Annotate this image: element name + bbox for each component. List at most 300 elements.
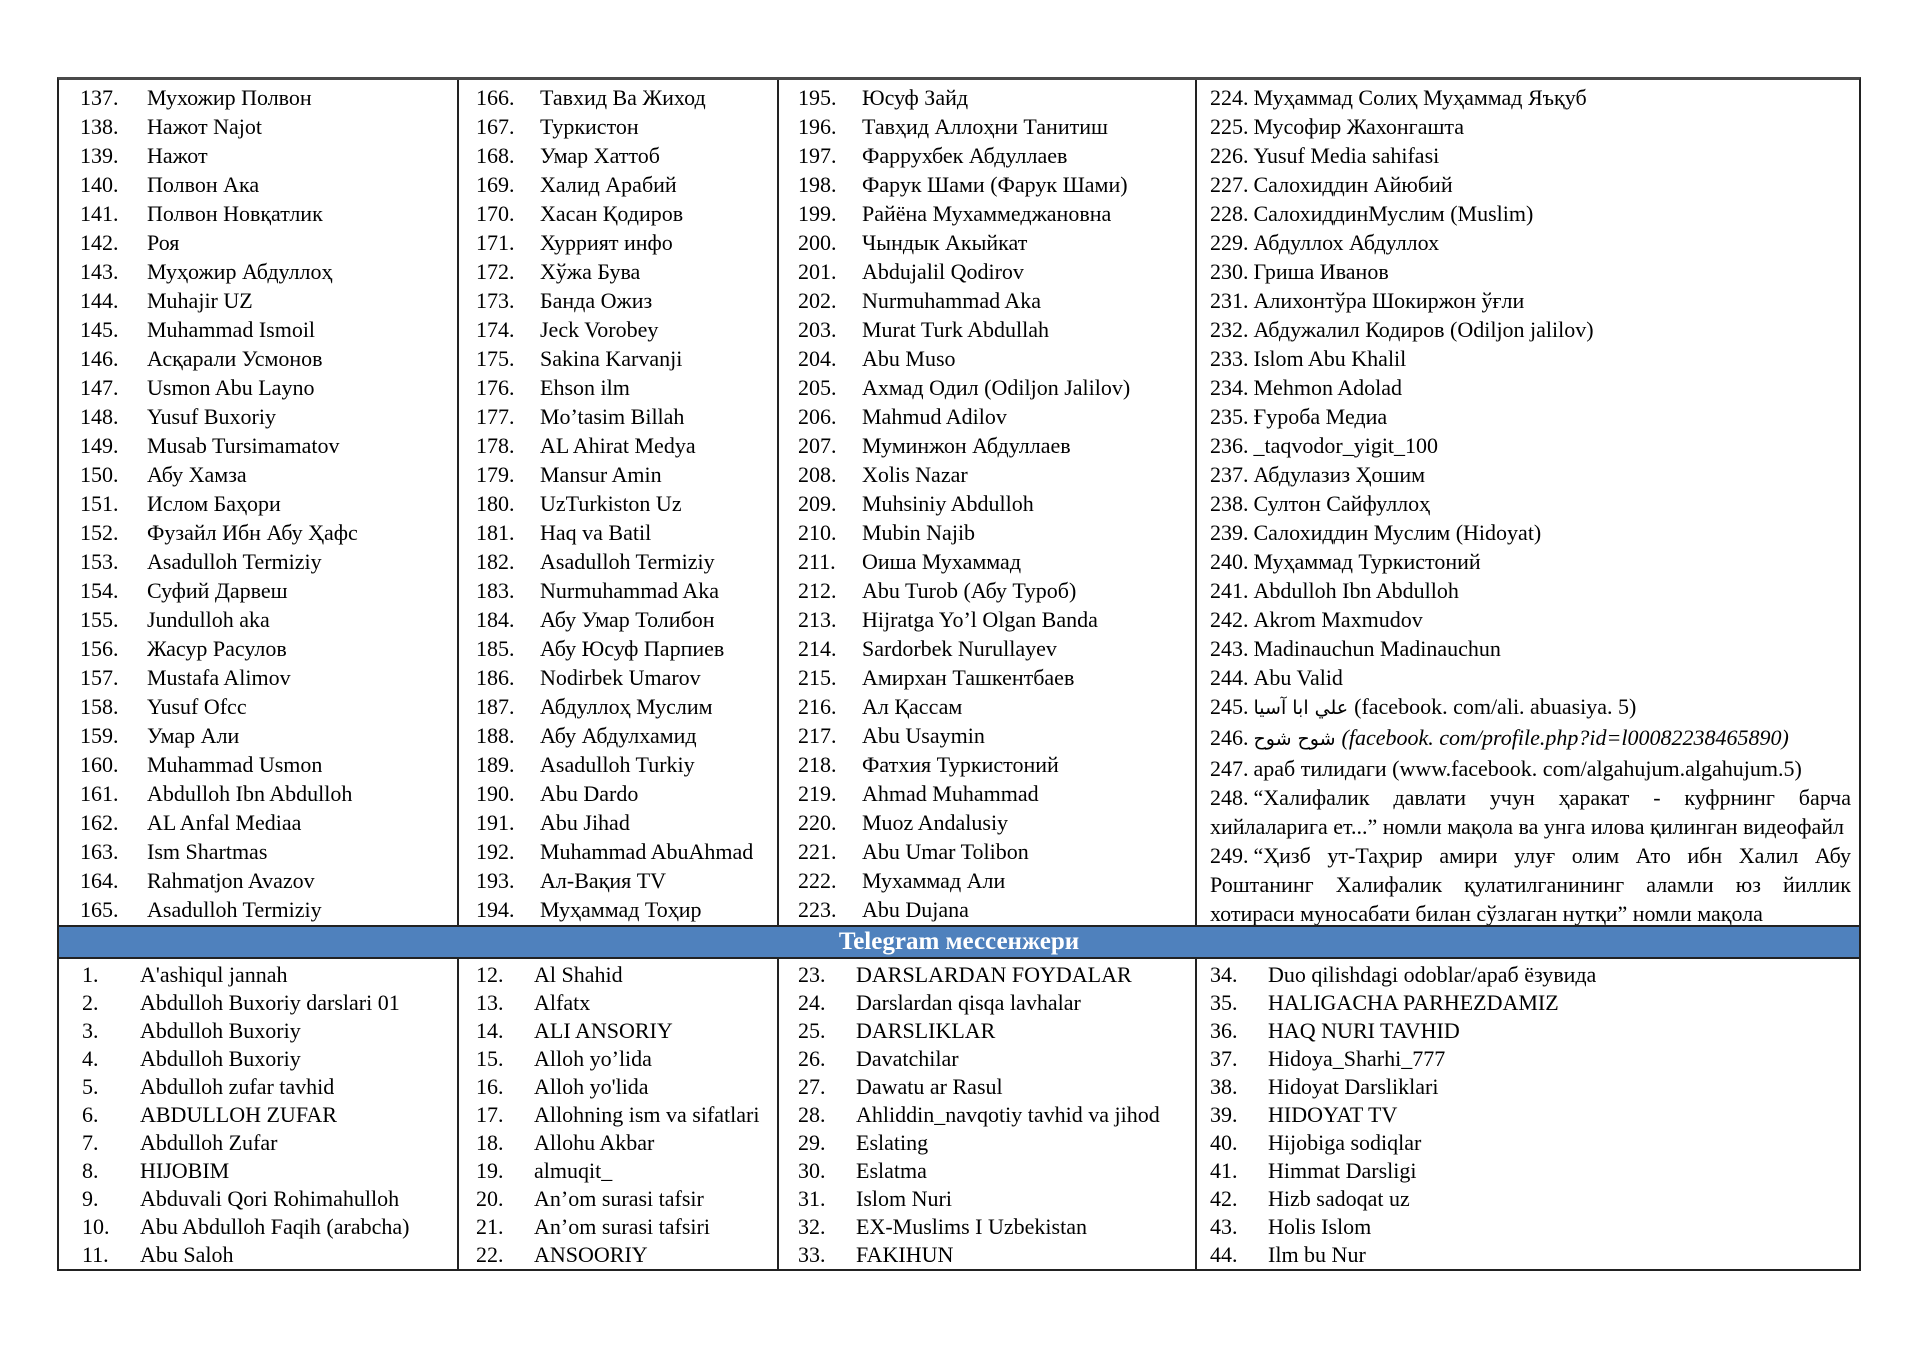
item-text: Musab Tursimamatov [147,433,340,458]
list-item [476,961,777,989]
list-item [1210,1157,1851,1185]
list-item [1210,961,1851,989]
item-text: Abdulloh Ibn Abdulloh [1253,578,1459,603]
list-item [80,431,457,460]
item-label [856,1241,953,1269]
facebook-accounts-section [59,80,1859,925]
item-text: Хасан Қодиров [540,201,684,226]
item-label [147,402,276,431]
list-item [80,170,457,199]
item-text: Dawatu ar Rasul [856,1074,1003,1099]
list-item [80,315,457,344]
item-text: Darslardan qisqa lavhalar [856,990,1081,1015]
list-item [80,605,457,634]
list-item [476,315,777,344]
list-item [82,1185,457,1213]
item-number: 138. [80,114,119,139]
list-item [476,808,777,837]
numbered-list [476,83,777,924]
item-label [534,1185,704,1213]
list-item [82,989,457,1017]
item-number: 207. [798,433,837,458]
item-label [862,83,968,112]
item-number: 143. [80,259,119,284]
item-number: 190. [476,781,515,806]
item-label [140,1241,234,1269]
italic-url-text: (facebook. com/profile.php?id=l00082238465890) [1341,725,1789,750]
item-text: Жасур Расулов [147,636,287,661]
item-label [147,518,358,547]
item-label [862,170,1128,199]
item-number: 239. [1210,520,1249,545]
list-item [798,605,1195,634]
item-label [147,634,287,663]
item-label [856,1129,928,1157]
item-number: 13. [476,990,504,1015]
item-text: Eslatma [856,1158,927,1183]
list-item [798,489,1195,518]
item-label [540,460,662,489]
item-text: Ahmad Muhammad [862,781,1039,806]
item-label [862,634,1057,663]
item-text: Jeck Vorobey [540,317,659,342]
item-number: 6. [82,1102,99,1127]
item-text: Ilm bu Nur [1268,1242,1366,1267]
item-label [147,895,322,924]
list-item [476,402,777,431]
item-text: Madinauchun Madinauchun [1253,636,1501,661]
item-text: Муминжон Абдуллаев [862,433,1071,458]
item-label [147,837,267,866]
numbered-list [1210,961,1851,1269]
item-text: Abdujalil Qodirov [862,259,1024,284]
item-text: Abu Muso [862,346,956,371]
item-label [147,721,239,750]
item-text: Ahliddin_navqotiy tavhid va jihod [856,1102,1160,1127]
item-text: Абу Хамза [147,462,247,487]
item-label [534,1017,673,1045]
item-number: 214. [798,636,837,661]
item-text: Yusuf Media sahifasi [1253,143,1440,168]
item-text: Абдуллох Абдуллох [1253,230,1440,255]
item-label [540,866,666,895]
list-item [1210,286,1851,315]
item-number: 166. [476,85,515,110]
item-label [862,489,1034,518]
list-item [476,837,777,866]
item-label [140,1213,409,1241]
item-text: Полвон Новқатлик [147,201,323,226]
top-column-1 [59,80,459,925]
item-label [1254,346,1407,371]
item-label [147,779,352,808]
list-item [1210,489,1851,518]
list-item [80,547,457,576]
item-label [1254,578,1459,603]
list-item [798,895,1195,924]
list-item [476,257,777,286]
item-number: 182. [476,549,515,574]
item-text: Abduvali Qori Rohimahulloh [140,1186,400,1211]
item-text: Султон Сайфуллоҳ [1253,491,1431,516]
item-text: Abdulloh Ibn Abdulloh [147,781,353,806]
item-label [540,808,630,837]
list-item [798,1185,1195,1213]
list-item [1210,783,1851,841]
item-text: Holis Islom [1268,1214,1372,1239]
item-text: Юсуф Зайд [862,85,969,110]
item-text: Abdulloh Zufar [140,1130,278,1155]
list-item [476,1185,777,1213]
item-text: Фатхия Туркистоний [862,752,1059,777]
item-number: 240. [1210,549,1249,574]
item-text: almuqit_ [534,1158,613,1183]
item-text: Ism Shartmas [147,839,268,864]
list-item [476,1073,777,1101]
item-number: 175. [476,346,515,371]
item-text: Мусофир Жахонгашта [1253,114,1465,139]
item-number: 191. [476,810,515,835]
item-label [862,373,1130,402]
item-label [147,286,253,315]
list-item [1210,1213,1851,1241]
item-label [856,1017,995,1045]
accounts-table [57,77,1861,1271]
item-text: Muoz Andalusiy [862,810,1009,835]
item-text: Sardorbek Nurullayev [862,636,1057,661]
item-text: A'ashiqul jannah [140,962,288,987]
item-label [862,315,1049,344]
item-number: 225. [1210,114,1249,139]
item-number: 155. [80,607,119,632]
item-number: 224. [1210,85,1249,110]
item-number: 178. [476,433,515,458]
item-number: 154. [80,578,119,603]
item-text: Haq va Batil [540,520,652,545]
item-label [862,286,1041,315]
item-text: Алихонтўра Шокиржон ўғли [1253,288,1525,313]
item-number: 201. [798,259,837,284]
item-label [856,1073,1003,1101]
list-item [80,141,457,170]
list-item [1210,518,1851,547]
item-number: 186. [476,665,515,690]
item-label [862,692,962,721]
item-label [1254,375,1403,400]
item-label [862,779,1039,808]
item-label [540,199,683,228]
item-number: 233. [1210,346,1249,371]
item-label [140,1017,301,1045]
list-item [1210,112,1851,141]
item-label [540,837,753,866]
numbered-list [82,961,457,1269]
item-text: Фарук Шами (Фарук Шами) [862,172,1128,197]
item-number: 222. [798,868,837,893]
item-label [856,989,1081,1017]
item-number: 181. [476,520,515,545]
item-text: Alloh yo’lida [534,1046,652,1071]
item-text: Мухожир Полвон [147,85,312,110]
item-text: Abdulloh Buxoriy [140,1046,301,1071]
list-item [80,692,457,721]
item-text: Hijratga Yo’l Olgan Banda [862,607,1098,632]
item-text: Фаррухбек Абдуллаев [862,143,1068,168]
item-text: “Ҳизб ут-Таҳрир амири улуғ олим Ато ибн Халил Абу Роштанинг Халифалик қулатилганининг аламли юз йиллик хотираси муносабати билан сўзлаган нутқи” номли мақола [1210,843,1851,925]
item-number: 144. [80,288,119,313]
item-label [140,1073,334,1101]
item-text: Islom Nuri [856,1186,952,1211]
item-label [540,170,677,199]
list-item [798,547,1195,576]
item-text: Hijobiga sodiqlar [1268,1130,1422,1155]
item-label [862,547,1021,576]
item-number: 170. [476,201,515,226]
list-item [476,895,777,924]
item-number: 28. [798,1102,826,1127]
item-text: Yusuf Ofcc [147,694,247,719]
list-item [1210,692,1851,723]
item-number: 203. [798,317,837,342]
section-title: Telegram мессенжери [838,928,1080,955]
list-item [1210,344,1851,373]
item-label [147,344,323,373]
item-label [1268,1101,1397,1129]
item-number: 228. [1210,201,1249,226]
item-number: 157. [80,665,119,690]
item-number: 146. [80,346,119,371]
item-text: Банда Ожиз [540,288,653,313]
item-number: 33. [798,1242,826,1267]
item-text: Ал-Вақия TV [540,868,667,893]
list-item [798,1213,1195,1241]
item-number: 209. [798,491,837,516]
item-label [534,1101,759,1129]
item-number: 176. [476,375,515,400]
item-label [1254,143,1440,168]
item-text: HIJOBIM [140,1158,230,1183]
list-item [476,1129,777,1157]
list-item [82,961,457,989]
item-number: 241. [1210,578,1249,603]
list-item [1210,460,1851,489]
item-number: 153. [80,549,119,574]
item-text: Салохиддин Муслим (Hidoyat) [1253,520,1542,545]
item-number: 235. [1210,404,1249,429]
item-number: 149. [80,433,119,458]
item-label [147,605,270,634]
item-text: Чындык Акыйкат [862,230,1028,255]
list-item [82,1241,457,1269]
item-label [540,112,639,141]
list-item [82,1045,457,1073]
item-number: 177. [476,404,515,429]
item-number: 221. [798,839,837,864]
list-item [798,83,1195,112]
item-text: Гриша Иванов [1253,259,1389,284]
item-number: 164. [80,868,119,893]
item-text: Мухаммад Али [862,868,1006,893]
list-item [476,170,777,199]
list-item [1210,547,1851,576]
item-text: “Халифалик давлати учун ҳаракат - куфрнинг барча хийлаларига ет...” номли мақола ва унга илова қилинган видеофайл [1210,785,1851,839]
item-label [540,83,706,112]
list-item [82,1017,457,1045]
list-item [82,1157,457,1185]
item-text: Muhajir UZ [147,288,253,313]
item-number: 237. [1210,462,1249,487]
item-number: 193. [476,868,515,893]
item-text: DARSLARDAN FOYDALAR [856,962,1132,987]
item-number: 247. [1210,756,1249,781]
item-number: 148. [80,404,119,429]
item-number: 192. [476,839,515,864]
list-item [80,750,457,779]
item-number: 160. [80,752,119,777]
list-item [80,402,457,431]
item-label [862,518,975,547]
item-number: 140. [80,172,119,197]
item-label [540,605,715,634]
item-label [540,315,658,344]
item-text: Муҳожир Абдуллоҳ [147,259,333,284]
item-number: 7. [82,1130,99,1155]
item-label [147,547,322,576]
list-item [80,634,457,663]
item-number: 26. [798,1046,826,1071]
item-number: 174. [476,317,515,342]
item-label [147,83,312,112]
list-item [80,286,457,315]
top-column-3 [779,80,1197,925]
item-text: Хўжа Бува [540,259,641,284]
item-number: 158. [80,694,119,719]
item-label [534,961,623,989]
item-text: HALIGACHA PARHEZDAMIZ [1268,990,1559,1015]
item-text: HAQ NURI TAVHID [1268,1018,1460,1043]
item-text: Полвон Ака [147,172,260,197]
item-text: Abdulloh Buxoriy [140,1018,301,1043]
item-text: ALI ANSORIY [534,1018,673,1043]
item-number: 145. [80,317,119,342]
telegram-accounts-section [59,959,1859,1269]
item-text: Muhammad Ismoil [147,317,316,342]
list-item [476,779,777,808]
item-text: Abu Usaymin [862,723,985,748]
item-label [862,402,1007,431]
list-item [476,692,777,721]
item-text: Al Shahid [534,962,623,987]
item-text: Абу Абдулхамид [540,723,697,748]
item-text: Alfatx [534,990,591,1015]
item-text: Mehmon Adolad [1253,375,1402,400]
item-number: 242. [1210,607,1249,632]
item-label [1210,843,1851,925]
item-number: 245. [1210,694,1249,719]
item-label [540,721,697,750]
item-number: 199. [798,201,837,226]
item-number: 161. [80,781,119,806]
list-item [476,750,777,779]
list-item [476,663,777,692]
item-text: Фузайл Ибн Абу Ҳафс [147,520,358,545]
item-number: 44. [1210,1242,1238,1267]
item-text: Abu Saloh [140,1242,234,1267]
item-number: 150. [80,462,119,487]
list-item [80,866,457,895]
list-item [1210,634,1851,663]
item-text: Nurmuhammad Aka [540,578,720,603]
item-text: Nurmuhammad Aka [862,288,1042,313]
item-text: Asadulloh Termiziy [147,549,322,574]
item-text: Mubin Najib [862,520,976,545]
item-text: Abu Abdulloh Faqih (arabcha) [140,1214,410,1239]
item-text: Умар Хаттоб [540,143,660,168]
item-text: Асқарали Усмонов [147,346,323,371]
item-number: 168. [476,143,515,168]
item-number: 211. [798,549,836,574]
item-text: Амирхан Ташкентбаев [862,665,1075,690]
list-item [1210,723,1851,754]
list-item [80,199,457,228]
list-item [1210,1101,1851,1129]
list-item [80,808,457,837]
list-item [1210,989,1851,1017]
item-label [1254,85,1587,110]
item-label [147,112,262,141]
item-text: Asadulloh Termiziy [540,549,715,574]
item-text: Jundulloh aka [147,607,270,632]
list-item [798,228,1195,257]
item-number: 196. [798,114,837,139]
bottom-column-1 [59,959,459,1269]
list-item [476,199,777,228]
item-text: Абдулазиз Ҳошим [1253,462,1426,487]
item-label [540,402,684,431]
item-text: Муҳаммад Солиҳ Муҳаммад Яъқуб [1253,85,1587,110]
item-number: 19. [476,1158,504,1183]
item-label [540,750,695,779]
numbered-list [476,961,777,1269]
list-item [798,1157,1195,1185]
item-text: Хуррият инфо [540,230,673,255]
item-label [862,344,956,373]
list-item [1210,663,1851,692]
item-label [534,1157,612,1185]
arabic-text: شوح شوح [1253,728,1336,750]
item-text: DARSLIKLAR [856,1018,996,1043]
list-item [80,663,457,692]
item-label [856,1101,1160,1129]
item-label [140,1185,399,1213]
item-text: Нажот Najot [147,114,263,139]
item-label [147,663,291,692]
item-label [540,895,702,924]
item-label [1254,259,1389,284]
item-text: Sakina Karvanji [540,346,683,371]
list-item [82,1073,457,1101]
item-text: Умар Али [147,723,240,748]
item-label [1254,725,1789,750]
item-text: Туркистон [540,114,639,139]
list-item [798,170,1195,199]
item-label [862,808,1008,837]
item-number: 194. [476,897,515,922]
item-label [1254,433,1439,458]
list-item [798,1073,1195,1101]
item-text: Islom Abu Khalil [1253,346,1407,371]
list-item [476,1213,777,1241]
